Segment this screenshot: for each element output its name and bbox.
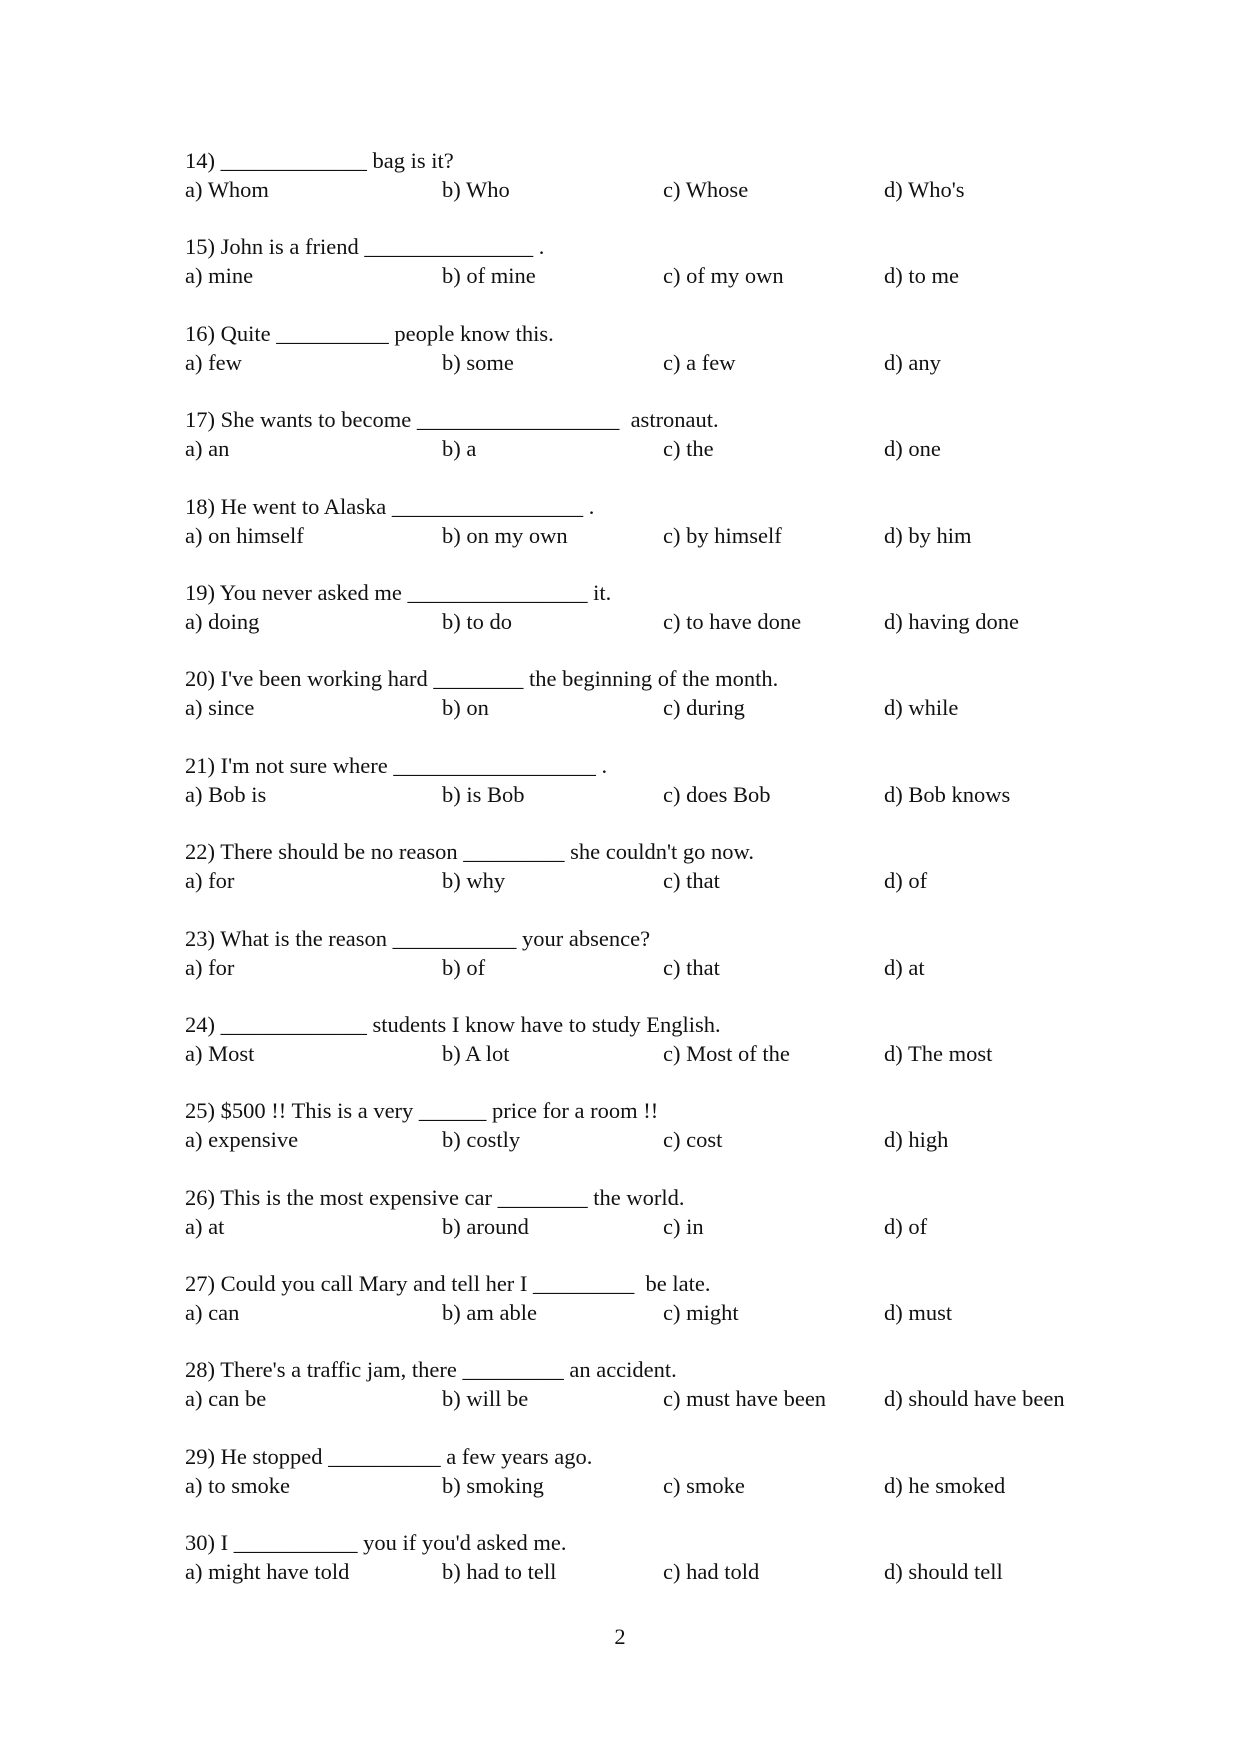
answer-options <box>185 607 1125 636</box>
question-stem: 15) John is a friend _______________ . <box>185 234 545 260</box>
question-18 <box>185 492 1125 578</box>
question-stem: 26) This is the most expensive car ________ the world. <box>185 1184 685 1210</box>
answer-options <box>185 866 1125 895</box>
option-b: b) am able <box>442 1300 537 1326</box>
option-c: c) a few <box>663 349 736 375</box>
option-d: d) one <box>884 436 941 462</box>
option-c: c) in <box>663 1213 704 1239</box>
option-c: c) the <box>663 436 714 462</box>
answer-options <box>185 434 1125 463</box>
option-c: c) might <box>663 1300 739 1326</box>
option-b: b) a <box>442 436 477 462</box>
option-d: d) of <box>884 868 928 894</box>
option-c: c) during <box>663 695 745 721</box>
answer-options <box>185 175 1125 204</box>
option-b: b) why <box>442 868 506 894</box>
option-d: d) while <box>884 695 959 721</box>
option-a: a) few <box>185 349 242 375</box>
answer-options <box>185 1039 1125 1068</box>
question-29 <box>185 1442 1125 1528</box>
question-stem: 18) He went to Alaska _________________ . <box>185 493 595 519</box>
option-a: a) on himself <box>185 522 304 548</box>
option-c: c) must have been <box>663 1386 827 1412</box>
question-stem: 24) _____________ students I know have to study English. <box>185 1011 721 1037</box>
option-c: c) does Bob <box>663 781 771 807</box>
option-d: d) having done <box>884 608 1019 634</box>
question-20 <box>185 664 1125 750</box>
answer-options <box>185 348 1125 377</box>
answer-options <box>185 1212 1125 1241</box>
option-d: d) to me <box>884 263 959 289</box>
option-c: c) by himself <box>663 522 782 548</box>
question-16 <box>185 319 1125 405</box>
option-d: d) should tell <box>884 1559 1003 1585</box>
answer-options <box>185 1557 1125 1586</box>
question-21 <box>185 751 1125 837</box>
option-b: b) on my own <box>442 522 568 548</box>
question-stem: 22) There should be no reason _________ she couldn't go now. <box>185 839 754 865</box>
option-c: c) cost <box>663 1127 723 1153</box>
option-d: d) at <box>884 954 925 980</box>
question-28 <box>185 1355 1125 1441</box>
option-b: b) of <box>442 954 486 980</box>
question-stem: 23) What is the reason ___________ your absence? <box>185 925 651 951</box>
option-c: c) to have done <box>663 608 802 634</box>
option-c: c) had told <box>663 1559 760 1585</box>
question-23 <box>185 924 1125 1010</box>
option-a: a) mine <box>185 263 254 289</box>
option-b: b) had to tell <box>442 1559 557 1585</box>
option-a: a) at <box>185 1213 225 1239</box>
question-stem: 28) There's a traffic jam, there _________ an accident. <box>185 1357 677 1383</box>
answer-options <box>185 780 1125 809</box>
question-25 <box>185 1096 1125 1182</box>
answer-options <box>185 1471 1125 1500</box>
option-a: a) might have told <box>185 1559 350 1585</box>
option-c: c) smoke <box>663 1472 745 1498</box>
option-a: a) for <box>185 868 235 894</box>
option-a: a) Whom <box>185 177 269 202</box>
question-26 <box>185 1183 1125 1269</box>
answer-options <box>185 261 1125 290</box>
question-stem: 20) I've been working hard ________ the beginning of the month. <box>185 666 779 692</box>
question-stem: 14) _____________ bag is it? <box>185 148 454 173</box>
option-b: b) costly <box>442 1127 521 1153</box>
option-d: d) should have been <box>884 1386 1065 1412</box>
option-a: a) Most <box>185 1040 255 1066</box>
option-c: c) Most of the <box>663 1040 790 1066</box>
option-b: b) is Bob <box>442 781 525 807</box>
answer-options <box>185 521 1125 550</box>
option-d: d) high <box>884 1127 949 1153</box>
answer-options <box>185 953 1125 982</box>
option-d: d) The most <box>884 1040 993 1066</box>
question-24 <box>185 1010 1125 1096</box>
question-stem: 21) I'm not sure where __________________ . <box>185 752 608 778</box>
question-19 <box>185 578 1125 664</box>
option-b: b) to do <box>442 608 512 634</box>
question-stem: 16) Quite __________ people know this. <box>185 320 554 346</box>
option-d: d) any <box>884 349 941 375</box>
question-list <box>185 146 1125 1615</box>
option-b: b) around <box>442 1213 529 1239</box>
question-stem: 29) He stopped __________ a few years ago. <box>185 1443 593 1469</box>
question-22 <box>185 837 1125 923</box>
option-a: a) can be <box>185 1386 267 1412</box>
option-b: b) smoking <box>442 1472 544 1498</box>
option-a: a) doing <box>185 608 260 634</box>
option-c: c) Whose <box>663 177 749 202</box>
option-a: a) Bob is <box>185 781 267 807</box>
question-stem: 19) You never asked me ________________ it. <box>185 579 612 605</box>
option-c: c) that <box>663 868 720 894</box>
option-d: d) must <box>884 1300 953 1326</box>
option-d: d) by him <box>884 522 972 548</box>
question-27 <box>185 1269 1125 1355</box>
option-c: c) of my own <box>663 263 784 289</box>
option-b: b) on <box>442 695 489 721</box>
question-30 <box>185 1528 1125 1614</box>
answer-options <box>185 1384 1125 1413</box>
option-b: b) will be <box>442 1386 529 1412</box>
question-17 <box>185 405 1125 491</box>
question-stem: 27) Could you call Mary and tell her I _________ be late. <box>185 1271 711 1297</box>
option-a: a) since <box>185 695 255 721</box>
question-15 <box>185 232 1125 318</box>
question-14 <box>185 146 1125 232</box>
question-stem: 25) $500 !! This is a very ______ price for a room !! <box>185 1098 659 1124</box>
answer-options <box>185 693 1125 722</box>
option-a: a) to smoke <box>185 1472 290 1498</box>
option-d: d) he smoked <box>884 1472 1006 1498</box>
option-a: a) expensive <box>185 1127 299 1153</box>
option-b: b) Who <box>442 177 510 202</box>
page-number: 2 <box>614 1624 626 1649</box>
answer-options <box>185 1298 1125 1327</box>
option-c: c) that <box>663 954 720 980</box>
answer-options <box>185 1125 1125 1154</box>
option-b: b) of mine <box>442 263 536 289</box>
option-a: a) an <box>185 436 230 462</box>
option-d: d) Who's <box>884 177 965 202</box>
option-d: d) of <box>884 1213 928 1239</box>
option-b: b) A lot <box>442 1040 510 1066</box>
option-a: a) can <box>185 1300 240 1326</box>
option-a: a) for <box>185 954 235 980</box>
question-stem: 17) She wants to become __________________ astronaut. <box>185 407 719 433</box>
option-b: b) some <box>442 349 514 375</box>
question-stem: 30) I ___________ you if you'd asked me. <box>185 1530 567 1556</box>
option-d: d) Bob knows <box>884 781 1011 807</box>
